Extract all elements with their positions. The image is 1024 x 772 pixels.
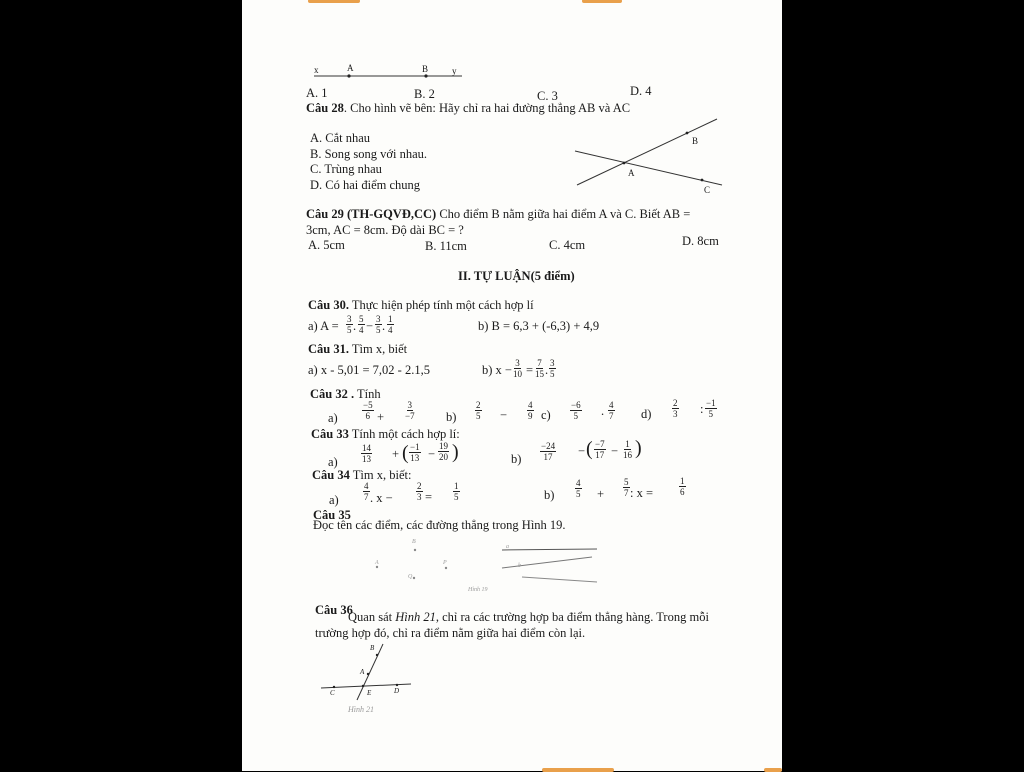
q28-title: Câu 28 xyxy=(306,101,344,115)
fraction: 1 5 xyxy=(454,481,459,502)
q36-title: Câu 36 xyxy=(315,603,353,617)
q31-title: Câu 31. xyxy=(308,342,349,356)
fraction: −7 17 xyxy=(595,439,605,460)
q30-b: b) B = 6,3 + (-6,3) + 4,9 xyxy=(478,319,600,333)
fig36-label-c: C xyxy=(330,689,335,697)
equals: = xyxy=(526,363,534,377)
fraction: 4 5 xyxy=(576,478,581,499)
minus: − xyxy=(428,447,436,461)
point-label-y: y xyxy=(452,66,457,76)
fig35-label-a: A xyxy=(375,560,379,566)
tape-strip xyxy=(308,0,360,3)
plus: + xyxy=(597,487,605,501)
q32-b-label: b) xyxy=(446,410,457,424)
fraction: 4 7 xyxy=(364,481,369,502)
times-x-minus: . x − xyxy=(370,491,393,505)
q31-a: a) x - 5,01 = 7,02 - 2.1,5 xyxy=(308,363,430,377)
fig35-label-p: P xyxy=(443,560,447,566)
q32-d-label: d) xyxy=(641,407,652,421)
q34-title: Câu 34 xyxy=(312,468,350,482)
fig36-caption: Hình 21 xyxy=(348,705,374,714)
plus: + xyxy=(377,410,385,424)
fraction: 4 9 xyxy=(528,400,533,421)
fraction: 5 4 xyxy=(359,314,364,335)
fig36-label-a: A xyxy=(360,668,365,676)
dot: . xyxy=(353,319,357,333)
q32-title: Câu 32 . xyxy=(310,387,355,401)
q28-option-c: C. Trùng nhau xyxy=(310,162,382,176)
q28-option-b: B. Song song với nhau. xyxy=(310,147,428,161)
q31-b-label: b) x − xyxy=(482,363,512,377)
q33-a-label: a) xyxy=(328,455,338,469)
fraction: 2 3 xyxy=(673,398,678,419)
fraction: −24 17 xyxy=(541,441,556,462)
q28-question xyxy=(306,101,630,115)
q27-option-d: D. 4 xyxy=(630,84,652,98)
segment-figure xyxy=(312,66,472,86)
q29-text1: Cho điểm B nằm giữa hai điểm A và C. Biết AB = xyxy=(436,207,691,221)
paren-left: ( xyxy=(586,438,593,460)
fraction: −6 5 xyxy=(571,400,581,421)
fraction: 19 20 xyxy=(439,441,448,462)
q35-text: Đọc tên các điểm, các đường thẳng trong Hình 19. xyxy=(313,518,566,532)
paren-right: ) xyxy=(452,441,459,463)
q29-question-line2: 3cm, AC = 8cm. Độ dài BC = ? xyxy=(306,223,464,237)
tape-strip xyxy=(542,768,614,772)
dot: . xyxy=(545,363,549,377)
paren-right: ) xyxy=(635,437,642,459)
fraction: 2 3 xyxy=(417,481,422,502)
q27-option-b: B. 2 xyxy=(414,87,435,101)
fraction: 3 10 xyxy=(513,358,522,379)
q28-text: . Cho hình vẽ bên: Hãy chỉ ra hai đường thẳng AB và AC xyxy=(343,101,631,115)
q30-text: Thực hiện phép tính một cách hợp lí xyxy=(348,298,534,312)
q35-figure xyxy=(362,530,602,590)
fraction: −1 13 xyxy=(410,442,420,463)
dot: . xyxy=(382,319,386,333)
q30-title: Câu 30. xyxy=(308,298,349,312)
fig28-label-b: B xyxy=(692,136,699,146)
tape-strip xyxy=(764,768,782,772)
q33-b-label: b) xyxy=(511,452,522,466)
fig36-label-e: E xyxy=(367,689,372,697)
fraction: 1 16 xyxy=(623,439,632,460)
q29-option-b: B. 11cm xyxy=(425,239,467,253)
fig35-label-line-b: b xyxy=(518,563,521,569)
q28-figure xyxy=(572,115,732,195)
exam-page xyxy=(242,0,782,771)
q30-a-label: a) A = xyxy=(308,319,339,333)
fraction: 2 5 xyxy=(476,400,481,421)
point-label-x: x xyxy=(314,65,319,75)
q35-title: Câu 35 xyxy=(313,508,351,522)
fraction: 1 6 xyxy=(680,476,685,497)
q29-option-a: A. 5cm xyxy=(308,238,345,252)
minus: − xyxy=(578,444,586,458)
q27-option-c: C. 3 xyxy=(537,89,558,103)
fig35-label-b: B xyxy=(412,539,416,545)
q34-a-label: a) xyxy=(329,493,339,507)
section-heading: II. TỰ LUẬN(5 điểm) xyxy=(458,269,575,283)
q34-text: Tìm x, biết: xyxy=(349,468,412,482)
minus: − xyxy=(611,444,619,458)
minus: − xyxy=(366,319,374,333)
minus: − xyxy=(500,408,508,422)
colon: : xyxy=(700,402,704,416)
fraction: −1 5 xyxy=(706,398,716,419)
q34-question xyxy=(312,468,411,482)
q28-option-a: A. Cắt nhau xyxy=(310,131,371,145)
fraction: 5 7 xyxy=(624,477,629,498)
fig35-label-line-a: a xyxy=(506,544,509,550)
q36-text-italic: Hình 21 xyxy=(395,610,436,624)
tape-strip xyxy=(582,0,622,3)
point-label-a: A xyxy=(347,63,354,73)
paren-left: ( xyxy=(402,442,409,464)
fraction: 14 13 xyxy=(362,443,371,464)
dot: . xyxy=(601,404,605,418)
q36-text-line2: trường hợp đó, chỉ ra điểm nằm giữa hai điểm còn lại. xyxy=(315,626,586,640)
fig28-label-c: C xyxy=(704,185,711,195)
fig35-caption: Hình 19 xyxy=(468,587,488,593)
divide-x-equals: : x = xyxy=(630,486,654,500)
q33-title: Câu 33 xyxy=(311,427,349,441)
fraction: 3 5 xyxy=(347,314,352,335)
q31-text: Tìm x, biết xyxy=(348,342,408,356)
q32-a-label: a) xyxy=(328,411,338,425)
point-label-b: B xyxy=(422,64,429,74)
q36-text2: , chỉ ra các trường hợp ba điểm thẳng hàng. Trong mỗi xyxy=(435,610,709,624)
q29-title: Câu 29 (TH-GQVĐ,CC) xyxy=(306,207,437,221)
q36-text-line1 xyxy=(348,610,709,624)
q32-question xyxy=(310,387,381,401)
equals: = xyxy=(425,490,433,504)
fraction: 3 5 xyxy=(550,358,555,379)
q33-text: Tính một cách hợp lí: xyxy=(348,427,460,441)
fig36-label-d: D xyxy=(394,687,400,695)
plus: + xyxy=(392,447,400,461)
fraction: 4 7 xyxy=(609,400,614,421)
q32-c-label: c) xyxy=(541,408,551,422)
q31-question xyxy=(308,342,407,356)
q27-option-a: A. 1 xyxy=(306,86,328,100)
fig35-label-q: Q xyxy=(408,574,413,580)
q29-option-c: C. 4cm xyxy=(549,238,586,252)
fraction: 7 15 xyxy=(535,358,544,379)
q29-question-line1 xyxy=(306,207,690,221)
q28-option-d: D. Có hai điểm chung xyxy=(310,178,421,192)
q30-question xyxy=(308,298,534,312)
fraction: 1 4 xyxy=(388,314,393,335)
fraction: 3 5 xyxy=(376,314,381,335)
q34-b-label: b) xyxy=(544,488,555,502)
q29-option-d: D. 8cm xyxy=(682,234,719,248)
q32-text: Tính xyxy=(354,387,381,401)
fraction: 3 −7 xyxy=(405,400,415,421)
fraction: −5 6 xyxy=(363,400,373,421)
fig36-label-b: B xyxy=(370,644,375,652)
q33-question xyxy=(311,427,460,441)
fig28-label-a: A xyxy=(628,168,635,178)
q36-text1: Quan sát xyxy=(348,610,396,624)
